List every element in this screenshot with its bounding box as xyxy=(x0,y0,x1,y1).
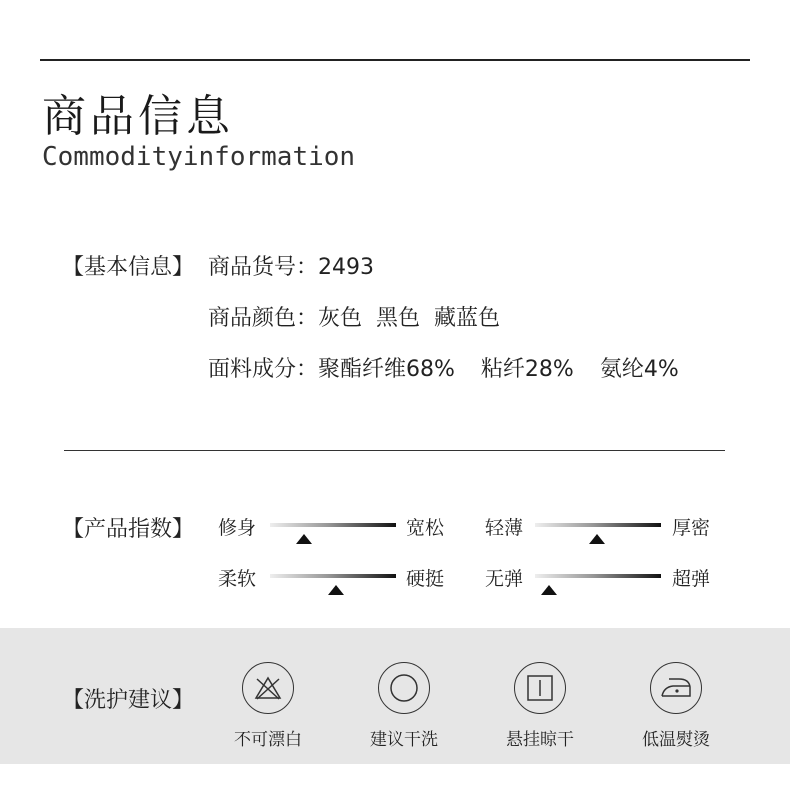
hang-dry-icon xyxy=(514,662,566,714)
color-row xyxy=(208,301,500,332)
scale-left-label: 修身 xyxy=(218,517,257,539)
product-index-heading: 【产品指数】 xyxy=(62,517,195,542)
basic-info-heading: 【基本信息】 xyxy=(62,255,195,280)
fabric-row xyxy=(208,352,679,383)
color-label: 商品颜色： xyxy=(208,306,319,331)
scale-marker xyxy=(589,534,605,544)
scale-left-label: 无弹 xyxy=(485,568,524,590)
scale-right-label: 超弹 xyxy=(672,568,711,590)
fabric-component: 聚酯纤维68% xyxy=(318,357,455,382)
scale-left-label: 柔软 xyxy=(218,568,257,590)
color-option: 灰色 xyxy=(318,306,363,331)
care-label: 不可漂白 xyxy=(234,730,302,750)
scale-bar xyxy=(270,523,396,527)
scale-bar xyxy=(535,523,661,527)
color-option: 黑色 xyxy=(376,306,421,331)
scale-marker xyxy=(296,534,312,544)
color-option: 藏蓝色 xyxy=(434,306,501,331)
scale-right-label: 硬挺 xyxy=(406,568,445,590)
no-bleach-icon xyxy=(242,662,294,714)
section-divider xyxy=(64,450,725,451)
scale-right-label: 厚密 xyxy=(672,517,711,539)
top-divider xyxy=(40,59,750,61)
sku-label: 商品货号： xyxy=(208,255,319,280)
scale-bar xyxy=(535,574,661,578)
care-label: 低温熨烫 xyxy=(642,730,710,750)
dry-clean-icon xyxy=(378,662,430,714)
fabric-component: 粘纤28% xyxy=(480,357,574,382)
care-label: 建议干洗 xyxy=(370,730,438,750)
scale-bar xyxy=(270,574,396,578)
scale-marker xyxy=(541,585,557,595)
sku-row xyxy=(208,250,374,281)
page-title: 商品信息 xyxy=(42,91,234,142)
page-subtitle: Commodityinformation xyxy=(42,142,356,172)
care-label: 悬挂晾干 xyxy=(506,730,574,750)
low-iron-icon xyxy=(650,662,702,714)
scale-left-label: 轻薄 xyxy=(485,517,524,539)
fabric-label: 面料成分： xyxy=(208,357,319,382)
sku-value: 2493 xyxy=(318,255,375,280)
scale-right-label: 宽松 xyxy=(406,517,445,539)
care-heading: 【洗护建议】 xyxy=(62,688,195,713)
fabric-component: 氨纶4% xyxy=(599,357,679,382)
scale-marker xyxy=(328,585,344,595)
